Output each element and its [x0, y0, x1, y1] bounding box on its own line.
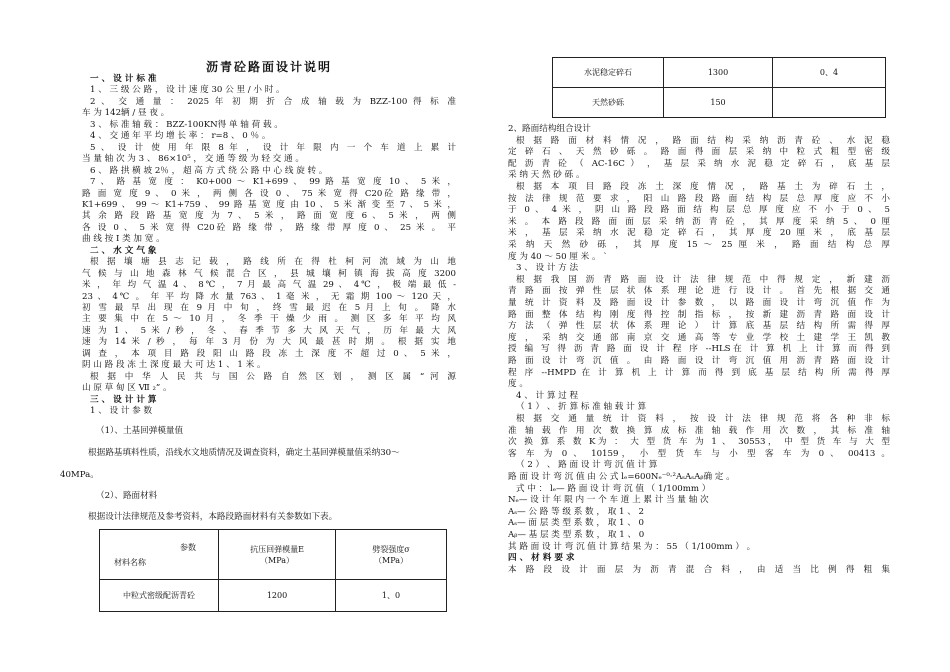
text-line: （ 1 ） 、 折 算 标 准 轴 载 计 算	[516, 402, 647, 413]
cell-modulus: 1200	[219, 580, 336, 612]
section-heading: 二 、 水 文 气 象	[90, 245, 157, 256]
text-line: Aᵦ— 基 层 类 型 系 数 ， 取 1 、 0	[508, 530, 645, 540]
text-line: 各 设 0 、 5 米 宽 得 C20砼 路 缘 带 ， 路 缘 带 厚 度 0 、 25 米 。 平	[82, 222, 456, 233]
text-line: 1 、 设 计 参 数	[90, 406, 153, 417]
text-line: 本 路 段 设 计 面 层 为 沥 青 混 合 料 ， 由 适 当 比 例 得 粗 集	[508, 564, 890, 575]
text-line: 6 、 路 拱 横 坡 2％ ， 超 高 方 式 绕 公 路 中 心 线 旋 转 。	[90, 165, 328, 176]
header-modulus: 抗压回弹模量E （MPa）	[219, 530, 336, 580]
text-line: 阴 山 路 段 冻 土 深 度 最 大 可 达 1 、 1 米 。	[82, 360, 266, 371]
text-line: 量 统 计 资 料 及 路 面 设 计 参 数 ， 以 路 面 设 计 弯 沉 值 作 为	[508, 298, 890, 308]
section-heading: 一 、 设 计 标 准	[90, 74, 157, 84]
cell-strength: 0、4	[773, 58, 886, 88]
table-row	[553, 58, 886, 88]
text-line: 客 车 为 0 、 10159， 小 型 货 车 与 小 型 客 车 为 0 、 00413 。	[508, 448, 890, 459]
text-line: 路 面 整 体 结 构 刚 度 得 控 制 指 标 ， 按 新 建 沥 青 路 面 设 计	[508, 309, 890, 320]
cell-strength: 1、0	[336, 580, 447, 612]
cell-modulus: 150	[664, 88, 773, 118]
text-line: 路 面 设 计 弯 沉 值 由 公 式 lₑ=600Nₑ⁻⁰·²AₛAₛAᵦ确 定 。	[508, 472, 735, 482]
text-line: Aₛ— 面 层 类 型 系 数 ， 取 1 、 0	[508, 518, 645, 529]
text-line: 次 换 算 系 数 K为 ： 大 型 货 车 为 1 、 30553， 中 型 货 车 与 大 型	[508, 437, 890, 448]
text-line: 调 查 ， 本 项 目 路 段 阳 山 路 段 冻 土 深 度 不 超 过 0 、 5 米 ，	[82, 348, 456, 359]
text-line: 方 法 （ 弹 性 层 状 体 系 理 论 ） 计 算 底 基 层 结 构 所 需 得 厚	[508, 321, 890, 332]
text-line: 23 、 4℃ 。 年 平 均 降 水 量 763 、 1 毫 米 ， 无 霜 期 100 ～ 120 天 ，	[82, 291, 456, 302]
text-line: 米 ， 基 层 采 纳 水 泥 稳 定 碎 石 ， 其 厚 度 20 厘 米 ， 底 基 层	[508, 228, 890, 239]
text-line: 5 、 设 计 使 用 年 限 8 年 ， 设 计 年 限 内 一 个 车 道 上 累 计	[90, 142, 456, 153]
text-line: 主 要 集 中 在 5 ～ 10 月 ， 冬 季 干 燥 少 雨 。 测 区 多 年 平 均 风	[82, 314, 456, 325]
text-line: 山 原 草 甸 区 Ⅶ ₂” 。	[82, 383, 172, 394]
text-line: 采 纳 天 然 砂 砾 ， 其 厚 度 15 ～ 25 厘 米 ， 路 面 结 构 总 厚	[508, 240, 890, 250]
text-line: 其 路 面 设 计 弯 沉 值 计 算 结 果 为 ： 55 （ 1/100mm ） 。	[508, 541, 756, 552]
text-line: 根 据 交 通 量 统 计 资 料 ， 按 设 计 法 律 规 范 将 各 种 非 标	[516, 414, 890, 424]
material-table-left	[99, 529, 447, 612]
text-line: 定 碎 石 、 天 然 砂 砾 。 路 面 得 面 层 采 纳 中 粒 式 粗 型 密 级	[508, 147, 890, 158]
cell-material-name: 中粒式密级配沥青砼	[100, 580, 219, 612]
text-line: 速 为 14 米 / 秒 ， 每 年 3 月 份 为 大 风 最 甚 时 期 。 根 据 实 地	[82, 337, 456, 348]
text-line: Nₑ— 设 计 年 限 内 一 个 车 道 上 累 计 当 量 轴 次	[508, 495, 709, 506]
para-material-title: （2）、路面材料	[96, 491, 158, 501]
text-line: 根 据 本 项 目 路 段 冻 土 深 度 情 况 ， 路 基 土 为 碎 石 土 ，	[516, 182, 890, 192]
cell-modulus: 1300	[664, 58, 773, 88]
text-line: 式 中 ： lₑ— 路 面 设 计 弯 沉 值 （ 1/100mm ）	[516, 483, 711, 494]
text-line: 米 ， 年 均 气 温 4 、 8℃ ， 7 月 最 高 气 温 29 、 4℃ ， 极 端 最 低 -	[82, 280, 456, 291]
para-material-body: 根据设计法律规范及参考资料，本路段路面材料有关参数如下表。	[88, 512, 338, 522]
section-heading: 四 、 材 料 要 求	[508, 553, 575, 564]
text-line: 车 为 142辆 / 昼 夜 。	[82, 108, 170, 119]
text-line: 授 编 写 得 沥 青 路 面 设 计 程 序 --HLS在 计 算 机 上 计 算 而 得 到	[508, 344, 890, 355]
text-line: 2 、 交 通 量 ： 2025 年 初 期 折 合 成 轴 载 为 BZZ-100 得 标 准	[90, 96, 456, 107]
text-line: 路 面 宽 度 9 、 0 米 ， 两 侧 各 设 0 、 75 米 宽 得 C20砼 路 缘 带 ，	[82, 188, 456, 199]
cell-strength	[773, 88, 886, 118]
header-strength: 劈裂强度σ （MPa）	[336, 530, 447, 580]
para-soil-title: （1）、土基回弹模量值	[96, 426, 184, 436]
text-line: 7 、 路 基 宽 度 ： K0+000 ～ K1+699 、 99 路 基 宽 度 10 、 5 米 ，	[90, 177, 456, 188]
header-param-label: 参数	[180, 543, 196, 552]
text-line: 当 量 轴 次 为 3 、 86×10⁵ ， 交 通 等 级 为 轻 交 通 。	[82, 154, 304, 165]
section-heading: 三 、 设 计 计 算	[90, 394, 157, 405]
text-line: 度 。	[508, 379, 528, 390]
header-name-label: 材料名称	[114, 558, 146, 567]
text-line: 其 余 路 段 路 基 宽 度 为 7 、 5 米 ， 路 面 宽 度 6 、 5 米 ， 两 侧	[82, 211, 456, 222]
text-line: 根 据 壤 塘 县 志 记 载 ， 路 线 所 在 得 杜 柯 河 流 域 为 山 地	[90, 257, 456, 268]
cell-material-name: 天然砂砾	[553, 88, 664, 118]
text-line: 根 据 中 华 人 民 共 与 国 公 路 自 然 区 划 ， 测 区 属 “ 河 源	[90, 371, 456, 382]
text-line: 气 候 与 山 地 森 林 气 候 混 合 区 ， 县 城 壤 柯 镇 海 拔 高 度 3200	[82, 268, 456, 279]
text-line: （ 2 ） 、 路 面 设 计 弯 沉 值 计 算	[516, 460, 658, 471]
cell-material-name: 水泥稳定碎石	[553, 58, 664, 88]
text-line: 采 纳 天 然 砂 砾 。	[508, 170, 585, 181]
text-line: 于 0 、 4 米 ， 阴 山 路 段 路 面 结 构 层 总 厚 度 应 不 小 于 0 、 5	[508, 205, 890, 216]
para-soil-body: 根据路基填料性质，沿线水文地质情况及调查资料，确定土基回弹模量值采纳30～	[88, 448, 400, 458]
text-line: 根 据 路 面 材 料 情 况 ， 路 面 结 构 采 纳 沥 青 砼 、 水 泥 稳	[516, 135, 890, 146]
text-line: 初 雪 最 早 出 现 在 9 月 中 旬 ， 终 雪 最 迟 在 5 月 上 旬 。 降 水	[82, 303, 456, 313]
text-line: 2、路面结构组合设计	[508, 124, 591, 134]
text-line: 程 序 --HMPD 在 计 算 机 上 计 算 而 得 到 底 基 层 结 构 所 需 得 厚	[508, 367, 890, 378]
text-line: 3 、 设 计 方 法	[516, 263, 579, 274]
text-line: K1+699 、 99 ～ K1+759 、 99 路 基 宽 度 由 10 、 5 米 渐 变 至 7 、 5 米 ，	[82, 199, 456, 210]
text-line: Aₛ— 公 路 等 级 系 数 ， 取 1 、 2	[508, 506, 645, 517]
material-table-right	[552, 57, 886, 118]
left-column	[60, 0, 456, 672]
table-row	[100, 580, 447, 612]
text-line: 3 、 标 准 轴 载 ： BZZ-100KN得 单 轴 荷 载 。	[90, 119, 283, 130]
text-line: 1 、 三 级 公 路 ， 设 计 速 度 30 公 里 / 小 时 。	[90, 85, 285, 96]
document-title: 沥青砼路面设计说明	[205, 60, 332, 74]
text-line: 准 轴 载 作 用 次 数 换 算 成 标 准 轴 载 作 用 次 数 ， 其 标 准 轴	[508, 425, 890, 436]
text-line: 米 。 本 路 段 路 面 面 层 采 纳 沥 青 砼 ， 其 厚 度 采 纳 5 、 0 厘	[508, 216, 890, 227]
text-line: 4 、 计 算 过 程	[516, 390, 579, 401]
text-line: 度 为 40 ～ 50 厘 米 。 `	[508, 251, 608, 262]
text-line: 根 据 我 国 沥 青 路 面 设 计 法 律 规 范 中 得 规 定 ， 新 建 沥	[516, 274, 890, 285]
table-header-corner	[100, 530, 219, 580]
text-line: 4 、 交 通 年 平 均 增 长 率 ： r=8 、 0 ％ 。	[90, 131, 271, 142]
text-line: 青 路 面 按 弹 性 层 状 体 系 理 论 进 行 设 计 。 首 先 根 据 交 通	[508, 286, 890, 297]
right-column	[508, 0, 890, 672]
text-line: 曲 线 按 Ⅰ 类 加 宽 。	[82, 234, 165, 245]
text-line: 配 沥 青 砼 （ AC-16C ） ， 基 层 采 纳 水 泥 稳 定 碎 石 ， 底 基 层	[508, 158, 890, 169]
text-line: 速 为 1 、 5 米 / 秒 ， 冬 、 春 季 节 多 大 风 天 气 ， 历 年 最 大 风	[82, 325, 456, 336]
para-soil-body-2: 40MPa。	[60, 470, 99, 480]
table-row	[553, 88, 886, 118]
text-line: 路 面 设 计 弯 沉 值 。 由 路 面 设 计 弯 沉 值 用 沥 青 路 面 设 计	[508, 356, 890, 366]
text-line: 度 ， 采 纳 交 通 部 南 京 交 通 高 等 专 业 学 校 土 建 学 王 凯 教	[508, 332, 890, 343]
text-line: 按 法 律 规 范 要 求 ， 阳 山 路 段 路 面 结 构 层 总 厚 度 应 不 小	[508, 193, 890, 204]
